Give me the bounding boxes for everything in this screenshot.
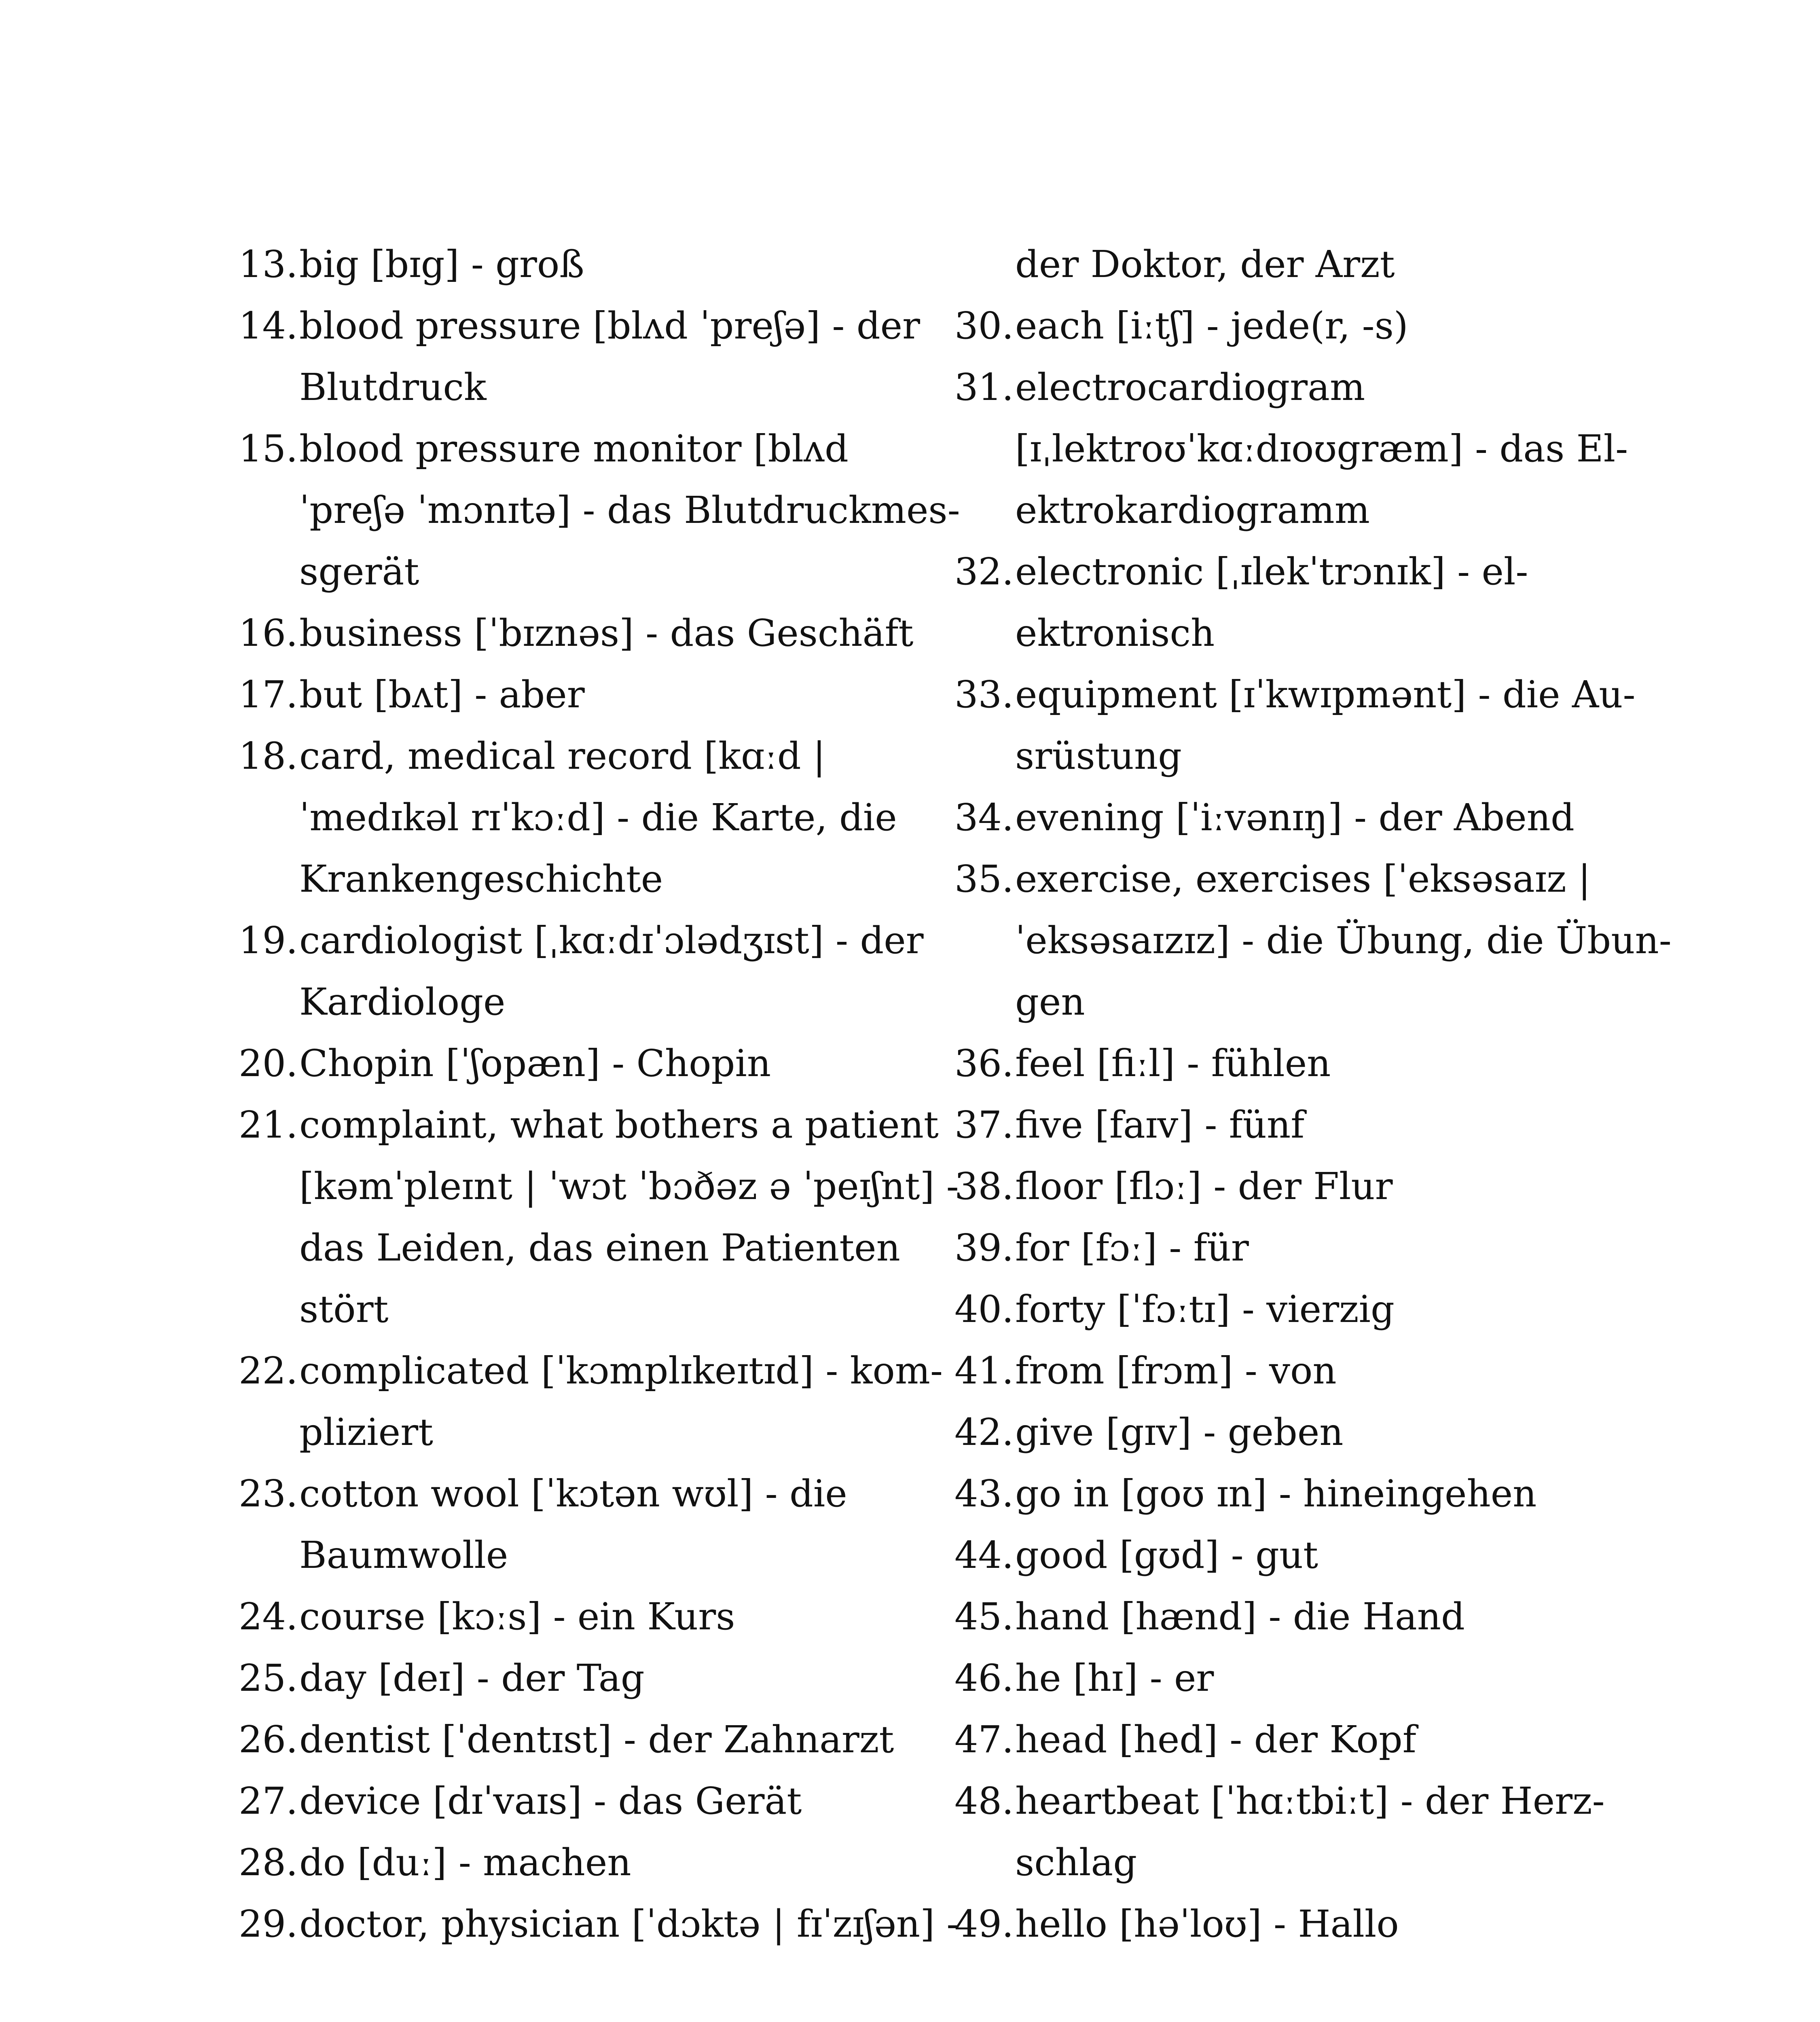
- vocab-entry: [954, 1648, 1650, 1709]
- entry-text-line: give [gɪv] - geben: [1015, 1411, 1344, 1454]
- entry-text-line: heartbeat [ˈhɑːtbiːt] - der Herz-: [1015, 1779, 1605, 1823]
- vocab-entry: [954, 357, 1650, 541]
- entry-text-line: but [bʌt] - aber: [299, 673, 585, 716]
- entry-text-line: device [dɪˈvaɪs] - das Gerät: [299, 1779, 802, 1823]
- entry-number: 36.: [954, 1042, 1014, 1085]
- vocab-entry: [954, 1279, 1650, 1340]
- vocab-entry: [239, 1709, 934, 1770]
- vocab-entry: [239, 910, 934, 1033]
- entry-text-line: cardiologist [ˌkɑːdɪˈɔlədʒɪst] - der: [299, 919, 924, 962]
- entry-text-line: sgerät: [299, 550, 419, 593]
- entry-text-line: ˈpreʃə ˈmɔnɪtə] - das Blutdruckmes-: [299, 489, 960, 532]
- entry-text-line: do [duː] - machen: [299, 1841, 631, 1884]
- entry-text-line: ˈmedɪkəl rɪˈkɔːd] - die Karte, die: [299, 796, 897, 839]
- vocab-entry: [954, 1033, 1650, 1094]
- entry-text-line: complicated [ˈkɔmplɪkeɪtɪd] - kom-: [299, 1349, 943, 1392]
- entry-number: 24.: [239, 1595, 298, 1638]
- entry-text-line: ektronisch: [1015, 611, 1215, 655]
- entry-number: 44.: [954, 1533, 1014, 1577]
- vocab-entry: [239, 295, 934, 418]
- entry-number: 28.: [239, 1841, 298, 1884]
- entry-number: 13.: [239, 243, 298, 286]
- entry-number: 18.: [239, 734, 298, 778]
- entry-text-line: from [frɔm] - von: [1015, 1349, 1337, 1392]
- entry-number: 22.: [239, 1349, 298, 1392]
- vocab-entry: [954, 1525, 1650, 1586]
- entry-number: 21.: [239, 1103, 298, 1146]
- continued-line: der Doktor, der Arzt: [1015, 243, 1395, 286]
- entry-text-line: [kəmˈpleɪnt | ˈwɔt ˈbɔðəz ə ˈpeɪʃnt] -: [299, 1165, 959, 1208]
- entry-number: 14.: [239, 304, 298, 347]
- vocab-entry: [239, 1340, 943, 1463]
- vocab-entry: [954, 1156, 1650, 1217]
- left-column: [239, 234, 960, 1955]
- vocab-entry: [954, 1463, 1650, 1525]
- entry-text-line: equipment [ɪˈkwɪpmənt] - die Au-: [1015, 673, 1636, 716]
- entry-number: 16.: [239, 611, 298, 655]
- vocab-entry: [239, 1770, 934, 1832]
- vocab-entry: [954, 1340, 1650, 1402]
- entry-number: 27.: [239, 1779, 298, 1823]
- entry-text-line: blood pressure [blʌd ˈpreʃə] - der: [299, 304, 921, 347]
- vocab-entry: [239, 603, 934, 664]
- entry-text-line: cotton wool [ˈkɔtən wʊl] - die: [299, 1472, 847, 1515]
- entry-text-line: business [ˈbɪznəs] - das Geschäft: [299, 611, 914, 655]
- entry-number: 15.: [239, 427, 298, 470]
- entry-text-line: good [gʊd] - gut: [1015, 1533, 1318, 1577]
- vocab-entry: [954, 1770, 1650, 1893]
- entry-number: 33.: [954, 673, 1014, 716]
- entry-text-line: evening [ˈiːvənɪŋ] - der Abend: [1015, 796, 1575, 839]
- entry-number: 39.: [954, 1226, 1014, 1269]
- entry-text-line: blood pressure monitor [blʌd: [299, 427, 849, 470]
- entry-text-line: exercise, exercises [ˈeksəsaɪz |: [1015, 857, 1591, 901]
- vocab-entry: [954, 1586, 1650, 1648]
- entry-text-line: electronic [ˌɪlekˈtrɔnɪk] - el-: [1015, 550, 1528, 593]
- entry-number: 25.: [239, 1656, 298, 1700]
- vocab-entry: [239, 664, 934, 725]
- entry-number: 30.: [954, 304, 1014, 347]
- vocab-entry: [954, 541, 1650, 664]
- entry-text-line: card, medical record [kɑːd |: [299, 734, 825, 778]
- entry-text-line: he [hɪ] - er: [1015, 1656, 1214, 1700]
- vocab-entry: [954, 787, 1650, 848]
- vocab-entry: [239, 725, 934, 910]
- vocab-entry: [239, 1463, 934, 1586]
- entry-text-line: srüstung: [1015, 734, 1182, 778]
- entry-number: 42.: [954, 1411, 1014, 1454]
- entry-text-line: [ɪˌlektroʊˈkɑːdɪoʊgræm] - das El-: [1015, 427, 1628, 470]
- vocab-entry: [954, 1217, 1650, 1279]
- vocab-entry: [954, 664, 1650, 787]
- entry-text-line: schlag: [1015, 1841, 1137, 1884]
- entry-number: 20.: [239, 1042, 298, 1085]
- entry-text-line: Chopin [ˈʃopæn] - Chopin: [299, 1042, 771, 1085]
- entry-number: 41.: [954, 1349, 1014, 1392]
- entry-text-line: electrocardiogram: [1015, 366, 1365, 409]
- entry-number: 37.: [954, 1103, 1014, 1146]
- entry-text-line: course [kɔːs] - ein Kurs: [299, 1595, 735, 1638]
- entry-text-line: feel [fiːl] - fühlen: [1015, 1042, 1331, 1085]
- entry-text-line: pliziert: [299, 1411, 434, 1454]
- entry-number: 38.: [954, 1165, 1014, 1208]
- entry-text-line: each [iːtʃ] - jede(r, -s): [1015, 304, 1408, 347]
- entry-text-line: Blutdruck: [299, 366, 487, 409]
- entry-text-line: head [hed] - der Kopf: [1015, 1718, 1416, 1761]
- vocab-entry: [954, 1709, 1650, 1770]
- entry-text-line: go in [goʊ ɪn] - hineingehen: [1015, 1472, 1537, 1515]
- entry-text-line: Baumwolle: [299, 1533, 508, 1577]
- vocab-entry: [239, 1648, 934, 1709]
- entry-number: 19.: [239, 919, 298, 962]
- entry-text-line: ektrokardiogramm: [1015, 489, 1370, 532]
- entry-text-line: floor [flɔː] - der Flur: [1015, 1165, 1393, 1208]
- entry-number: 45.: [954, 1595, 1014, 1638]
- entry-number: 43.: [954, 1472, 1014, 1515]
- entry-number: 34.: [954, 796, 1014, 839]
- entry-number: 46.: [954, 1656, 1014, 1700]
- entry-text-line: Krankengeschichte: [299, 857, 663, 901]
- entry-number: 40.: [954, 1288, 1014, 1331]
- entry-number: 48.: [954, 1779, 1014, 1823]
- vocab-entry: [954, 848, 1672, 1033]
- entry-text-line: Kardiologe: [299, 980, 506, 1024]
- entry-number: 17.: [239, 673, 298, 716]
- entry-text-line: for [fɔː] - für: [1015, 1226, 1249, 1269]
- entry-text-line: complaint, what bothers a patient: [299, 1103, 939, 1146]
- entry-number: 26.: [239, 1718, 298, 1761]
- entry-number: 29.: [239, 1902, 298, 1946]
- entry-text-line: five [faɪv] - fünf: [1015, 1103, 1305, 1146]
- entry-text-line: day [deɪ] - der Tag: [299, 1656, 645, 1700]
- entry-text-line: hello [həˈloʊ] - Hallo: [1015, 1902, 1399, 1946]
- vocab-entry: [239, 1586, 934, 1648]
- entry-number: 23.: [239, 1472, 298, 1515]
- vocab-entry: [954, 295, 1650, 357]
- vocab-entry: [954, 1893, 1650, 1955]
- entry-text-line: gen: [1015, 980, 1085, 1024]
- entry-text-line: ˈeksəsaɪzɪz] - die Übung, die Übun-: [1015, 919, 1672, 962]
- entry-text-line: forty [ˈfɔːtɪ] - vierzig: [1015, 1288, 1395, 1331]
- vocab-entry: [239, 1033, 934, 1094]
- entry-number: 32.: [954, 550, 1014, 593]
- vocab-entry: [954, 1094, 1650, 1156]
- entry-text-line: hand [hænd] - die Hand: [1015, 1595, 1465, 1638]
- vocab-entry: [954, 1402, 1650, 1463]
- right-column: [954, 234, 1672, 1955]
- entry-text-line: stört: [299, 1288, 389, 1331]
- vocab-entry: [239, 234, 934, 295]
- entry-text-line: das Leiden, das einen Patienten: [299, 1226, 900, 1269]
- vocab-entry: [239, 1893, 959, 1955]
- entry-text-line: doctor, physician [ˈdɔktə | fɪˈzɪʃən] -: [299, 1902, 959, 1946]
- vocab-entry: [239, 1094, 959, 1340]
- entry-number: 49.: [954, 1902, 1014, 1946]
- entry-number: 47.: [954, 1718, 1014, 1761]
- entry-number: 35.: [954, 857, 1014, 901]
- entry-number: 31.: [954, 366, 1014, 409]
- vocab-entry: [239, 1832, 934, 1893]
- entry-text-line: dentist [ˈdentɪst] - der Zahnarzt: [299, 1718, 894, 1761]
- vocab-entry: [239, 418, 960, 603]
- entry-text-line: big [bɪg] - groß: [299, 243, 584, 286]
